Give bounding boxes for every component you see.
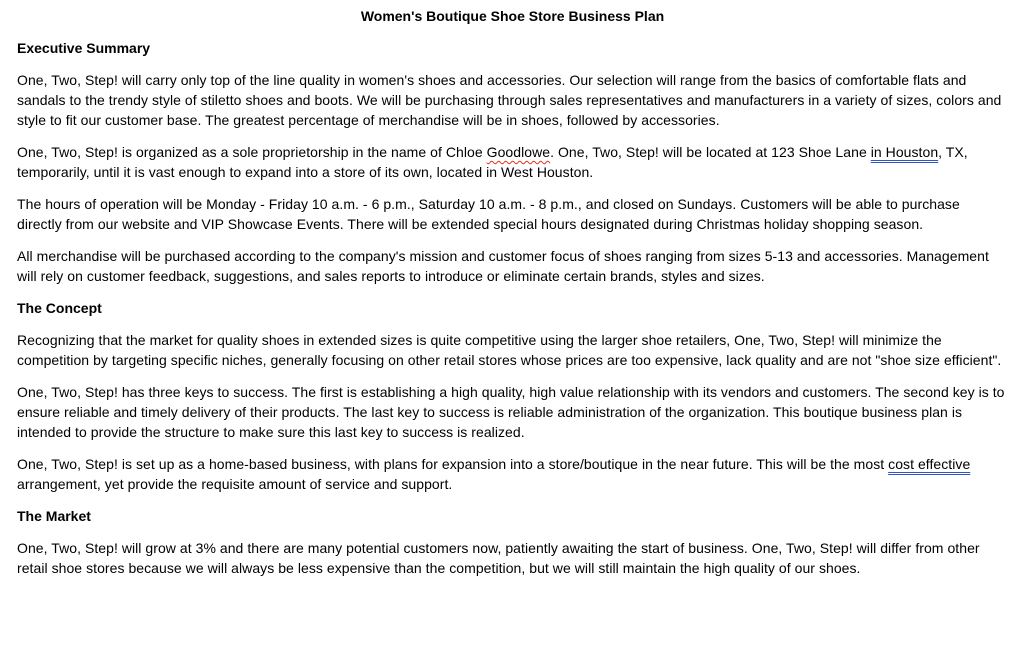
text-run: . One, Two, Step! will be located at 123 Shoe Lane [550,144,871,160]
grammar-flagged-phrase[interactable]: in Houston [870,144,939,160]
concept-paragraph-2: One, Two, Step! has three keys to success. The first is establishing a high quality, high value relationship with its vendors and customers. The second key is to ensure reliable and timely delivery of their products. The last key to success is reliable administration of the organization. This boutique business plan is intended to provide the structure to make sure this last key to success is realized. [17,384,1005,440]
executive-summary-paragraph-3: The hours of operation will be Monday - Friday 10 a.m. - 6 p.m., Saturday 10 a.m. - 8 p.m., and closed on Sundays. Customers will be able to purchase directly from our website and VIP Showcase Events. There will be extended special hours designated during Christmas holiday shopping season. [17,196,960,232]
text-run: One, Two, Step! is organized as a sole proprietorship in the name of Chloe [17,144,487,160]
heading-the-market: The Market [17,508,91,524]
grammar-flagged-phrase[interactable]: cost effective [888,456,971,472]
market-paragraph-1: One, Two, Step! will grow at 3% and there are many potential customers now, patiently awaiting the start of business. One, Two, Step! will differ from other retail shoe stores because we will always be less expensive than the competition, but we will still maintain the high quality of our shoes. [17,540,980,576]
heading-the-concept: The Concept [17,300,102,316]
heading-executive-summary: Executive Summary [17,40,151,56]
executive-summary-paragraph-4: All merchandise will be purchased according to the company's mission and customer focus of shoes ranging from sizes 5-13 and accessories. Management will rely on customer feedback, suggestions, and sales reports to introduce or eliminate certain brands, styles and sizes. [17,248,989,284]
concept-paragraph-1: Recognizing that the market for quality shoes in extended sizes is quite competitive using the larger shoe retailers, One, Two, Step! will minimize the competition by targeting specific niches, generally focusing on other retail stores whose prices are too expensive, lack quality and are not "shoe size efficient". [17,332,1002,368]
text-run: arrangement, yet provide the requisite amount of service and support. [17,476,453,492]
spelling-flagged-word[interactable]: Goodlowe [486,144,551,160]
text-run: One, Two, Step! is set up as a home-based business, with plans for expansion into a store/boutique in the near future. This will be the most [17,456,889,472]
executive-summary-paragraph-1: One, Two, Step! will carry only top of the line quality in women's shoes and accessories. Our selection will range from the basics of comfortable flats and sandals to the trendy style of stiletto shoes and boots. We will be purchasing through sales representatives and manufacturers in a variety of sizes, colors and style to fit our customer base. The greatest percentage of merchandise will be in shoes, followed by accessories. [17,72,1002,128]
executive-summary-paragraph-2 [17,142,1008,182]
text-run: , TX, temporarily, until it is vast enough to expand into a store of its own, located in West Houston. [17,144,968,180]
concept-paragraph-3 [17,454,1008,494]
document-title: Women's Boutique Shoe Store Business Plan [360,8,665,24]
